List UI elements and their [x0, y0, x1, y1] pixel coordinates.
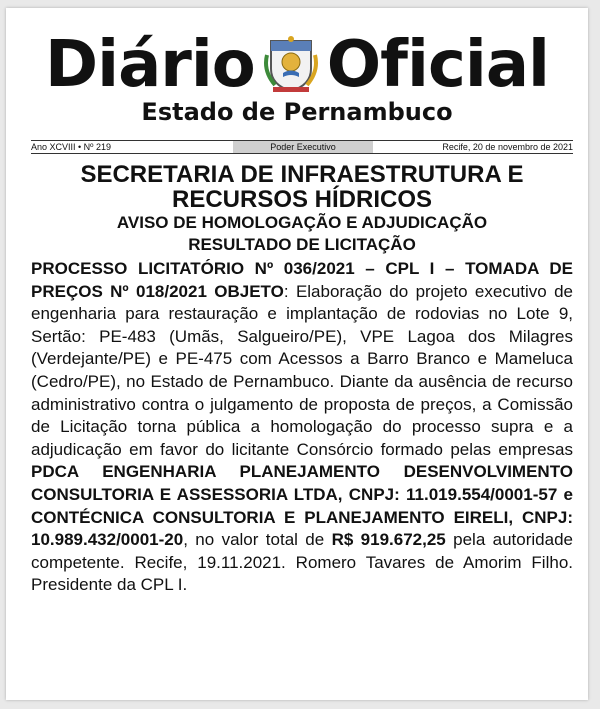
notice-text-part2: , no valor total de	[183, 530, 332, 550]
edition-date: Recife, 20 de novembro de 2021	[442, 142, 573, 152]
masthead-subtitle: Estado de Pernambuco	[141, 98, 453, 126]
masthead-title	[45, 30, 549, 100]
section-label: Poder Executivo	[233, 141, 373, 153]
edition-strip	[31, 140, 573, 154]
contract-amount: R$ 919.672,25	[331, 530, 446, 550]
notice-heading	[31, 162, 573, 212]
masthead	[6, 30, 588, 100]
notice-text-part3: pela autoridade competente. Recife, 19.11.2021. Romero Tavares de Amorim Filho. Presidente da CPL I.	[31, 530, 573, 595]
notice-subheading	[31, 212, 573, 256]
notice	[31, 162, 573, 597]
notice-body	[31, 258, 573, 597]
notice-subheading-line2: RESULTADO DE LICITAÇÃO	[188, 235, 416, 254]
notice-heading-line1: SECRETARIA DE INFRAESTRUTURA E	[80, 161, 524, 188]
state-coat-of-arms-icon	[263, 35, 319, 95]
process-label: PROCESSO LICITATÓRIO Nº 036/2021 – CPL I – TOMADA DE PREÇOS Nº 018/2021 OBJETO	[31, 259, 573, 301]
masthead-title-right: Oficial	[326, 28, 549, 102]
notice-subheading-line1: AVISO DE HOMOLOGAÇÃO E ADJUDICAÇÃO	[116, 213, 488, 232]
notice-text-part1: : Elaboração do projeto executivo de engenharia para restauração e implantação de rodovias no Lote 9, Sertão: PE-483 (Umãs, Salgueiro/PE), VPE Lagoa dos Milagres (Verdejante/PE) e PE-475 com Acessos a Barro Branco e Mameluca (Cedro/PE), no Estado de Pernambuco. Diante da ausência de recurso administrativo contra o julgamento de proposta de preços, a Comissão de Licitação torna pública a homologação do processo supra e a adjudicação em favor do licitante Consórcio formado pelas empresas	[31, 281, 573, 459]
edition-number: Ano XCVIII • Nº 219	[31, 142, 111, 152]
consortium-companies: PDCA ENGENHARIA PLANEJAMENTO DESENVOLVIMENTO CONSULTORIA E ASSESSORIA LTDA, CNPJ: 11.019.554/0001-57 e CONTÉCNICA CONSULTORIA E PLANEJAMENTO EIRELI, CNPJ: 10.989.432/0001-20	[31, 462, 573, 550]
masthead-title-left: Diário	[45, 28, 255, 102]
notice-heading-line2: RECURSOS HÍDRICOS	[171, 186, 433, 213]
newspaper-page	[6, 8, 588, 700]
